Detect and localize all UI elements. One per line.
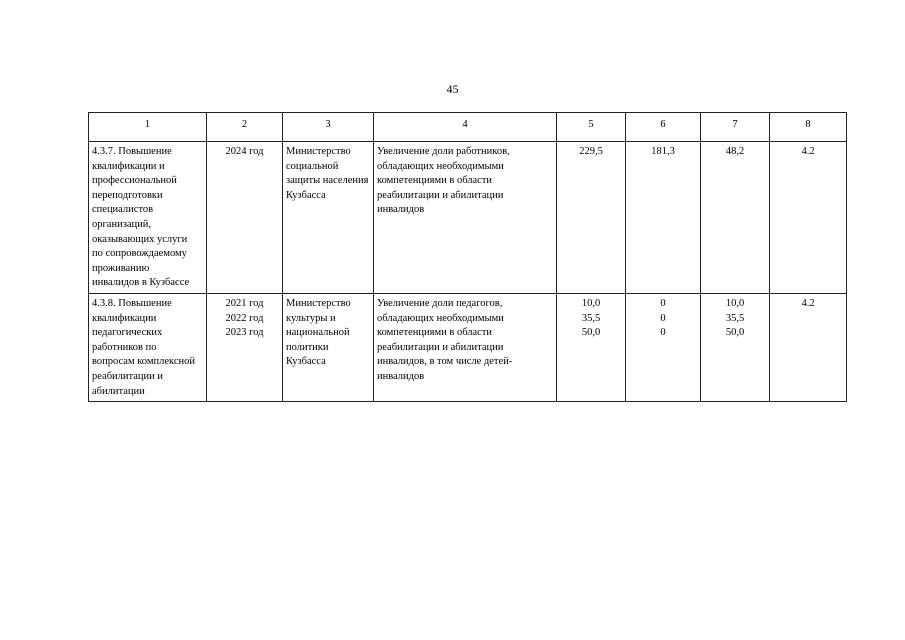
col6-cell: [626, 293, 701, 401]
table-header-row: [89, 113, 847, 142]
result-text: Увеличение доли педагогов, обладающих необходимыми компетенциями в области реабилитации и абилитации инвалидов, в том числе детей-инвалидов: [377, 297, 513, 382]
col5-value: 229,5: [579, 146, 603, 157]
executor-text: Министерство культуры и национальной политики Кузбасса: [286, 297, 351, 368]
col6-value: 0: [660, 327, 666, 339]
column-header: 2: [207, 113, 283, 142]
column-header: 6: [626, 113, 701, 142]
column-header: 3: [283, 113, 374, 142]
col7-value: 50,0: [725, 327, 745, 339]
col8-cell: [770, 142, 847, 294]
year-value: 2023 год: [225, 327, 264, 339]
measure-cell: [89, 293, 207, 401]
measure-cell: [89, 142, 207, 294]
col7-cell: [701, 293, 770, 401]
col8-value: 4.2: [801, 297, 815, 309]
col5-value: 10,0: [581, 297, 601, 309]
year-value: 2024 год: [225, 146, 264, 157]
col6-value: 181,3: [651, 146, 675, 157]
column-header: 8: [770, 113, 847, 142]
column-header: 5: [557, 113, 626, 142]
col5-value: 50,0: [581, 327, 601, 339]
col5-cell: [557, 293, 626, 401]
col5-cell: [557, 142, 626, 294]
column-header: 1: [89, 113, 207, 142]
col7-cell: [701, 142, 770, 294]
col7-value: 35,5: [725, 312, 745, 324]
col8-value: 4.2: [801, 146, 815, 157]
measure-text: 4.3.8. Повышение квалификации педагогических работников по вопросам комплексной реабилитации и абилитации: [92, 297, 196, 397]
col6-value: 0: [660, 312, 666, 324]
executor-text: Министерство социальной защиты населения Кузбасса: [286, 146, 369, 201]
table-row: [89, 293, 847, 401]
col5-value: 35,5: [581, 312, 601, 324]
year-value: 2021 год: [225, 297, 264, 309]
col7-value: 10,0: [725, 297, 745, 309]
years-cell: [207, 293, 283, 401]
page-number: 45: [446, 82, 459, 96]
result-text: Увеличение доли работников, обладающих необходимыми компетенциями в области реабилитации и абилитации инвалидов: [377, 146, 510, 216]
result-cell: [374, 142, 557, 294]
col6-cell: [626, 142, 701, 294]
col7-value: 48,2: [725, 146, 745, 157]
table-row: [89, 142, 847, 294]
executor-cell: [283, 142, 374, 294]
year-value: 2022 год: [225, 312, 264, 324]
executor-cell: [283, 293, 374, 401]
years-cell: [207, 142, 283, 294]
column-header: 7: [701, 113, 770, 142]
col8-cell: [770, 293, 847, 401]
result-cell: [374, 293, 557, 401]
col6-value: 0: [660, 297, 666, 309]
measure-text: 4.3.7. Повышение квалификации и профессиональной переподготовки специалистов организаций, оказывающих услуги по сопровождаемому проживанию инвалидов в Кузбассе: [92, 146, 190, 289]
column-header: 4: [374, 113, 557, 142]
measures-table: [88, 112, 847, 402]
